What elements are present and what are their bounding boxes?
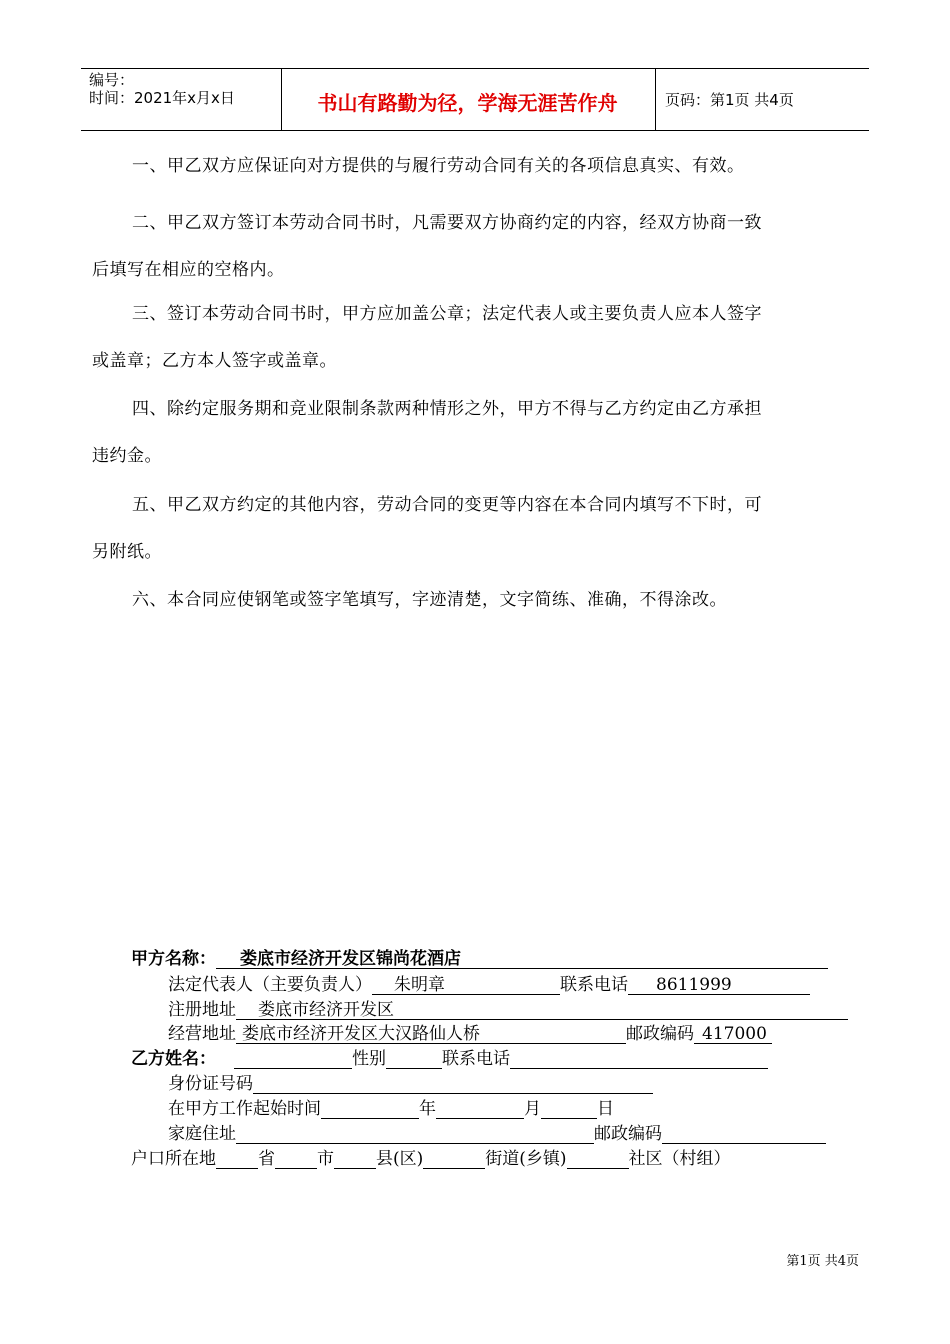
party-a-name-label: 甲方名称： [131, 949, 216, 969]
clause-line: 五、甲乙双方约定的其他内容，劳动合同的变更等内容在本合同内填写不下时，可 [132, 495, 762, 515]
clause-2 [92, 200, 862, 294]
party-b-postcode-label: 邮政编码 [594, 1124, 662, 1144]
clause-line: 另附纸。 [92, 542, 162, 562]
party-b-postcode-field[interactable] [662, 1123, 826, 1144]
party-b-phone-label: 联系电话 [442, 1049, 510, 1069]
start-month-field[interactable] [436, 1098, 524, 1119]
party-a-postcode-label: 邮政编码 [626, 1024, 694, 1044]
city-label: 市 [317, 1149, 334, 1169]
year-label: 年 [419, 1099, 436, 1119]
party-a-reg-addr-label: 注册地址 [168, 1000, 236, 1020]
start-day-field[interactable] [541, 1098, 597, 1119]
party-a-phone-field[interactable]: 8611999 [628, 975, 810, 995]
party-a-rep-field[interactable]: 朱明章 [372, 975, 560, 995]
party-b-name-label: 乙方姓名： [131, 1049, 216, 1069]
party-a-postcode-field[interactable]: 417000 [694, 1024, 772, 1044]
party-a-reg-addr-row [168, 995, 848, 1020]
hukou-city-field[interactable] [275, 1148, 317, 1169]
party-b-gender-field[interactable] [386, 1048, 442, 1069]
clause-line: 四、除约定服务期和竞业限制条款两种情形之外，甲方不得与乙方约定由乙方承担 [132, 399, 762, 419]
hukou-province-field[interactable] [216, 1148, 258, 1169]
header-page-number: 页码：第1页 共4页 [665, 91, 794, 109]
clause-line: 违约金。 [92, 446, 162, 466]
party-a-rep-row [168, 970, 810, 995]
party-b-phone-field[interactable] [510, 1048, 768, 1069]
clause-5 [92, 482, 862, 576]
clause-line: 一、甲乙双方应保证向对方提供的与履行劳动合同有关的各项信息真实、有效。 [132, 156, 745, 176]
time-label: 时间：2021年x月x日 [89, 89, 235, 107]
street-label: 街道(乡镇) [485, 1149, 567, 1169]
community-label: 社区（村组） [628, 1149, 731, 1169]
party-a-phone-label: 联系电话 [560, 975, 628, 995]
header-motto: 书山有路勤为径，学海无涯苦作舟 [317, 91, 618, 115]
party-a-name-field[interactable]: 娄底市经济开发区锦尚花酒店 [216, 949, 828, 969]
page-header [81, 68, 869, 131]
party-b-name-field[interactable] [234, 1048, 352, 1069]
day-label: 日 [597, 1099, 614, 1119]
header-meta [89, 71, 235, 107]
party-a-op-addr-label: 经营地址 [168, 1024, 236, 1044]
clause-4 [92, 386, 862, 480]
party-b-start-row [168, 1094, 614, 1119]
party-b-hukou-label: 户口所在地 [131, 1149, 216, 1169]
party-a-rep-label: 法定代表人（主要负责人） [168, 975, 372, 995]
clause-3 [92, 291, 862, 385]
party-b-id-label: 身份证号码 [168, 1074, 253, 1094]
province-label: 省 [258, 1149, 275, 1169]
party-a-reg-addr-field[interactable]: 娄底市经济开发区 [236, 1000, 848, 1020]
number-label: 编号： [89, 71, 135, 89]
clause-line: 或盖章；乙方本人签字或盖章。 [92, 351, 337, 371]
party-a-op-addr-field[interactable]: 娄底市经济开发区大汉路仙人桥 [236, 1024, 626, 1044]
footer-page-number: 第1页 共4页 [786, 1254, 859, 1269]
clause-line: 六、本合同应使钢笔或签字笔填写，字迹清楚，文字简练、准确，不得涂改。 [132, 590, 727, 610]
party-b-home-field[interactable] [236, 1123, 594, 1144]
party-b-home-label: 家庭住址 [168, 1124, 236, 1144]
party-b-hukou-row [131, 1144, 731, 1169]
clause-1 [92, 143, 862, 190]
party-b-name-row [131, 1044, 768, 1069]
county-label: 县(区) [376, 1149, 424, 1169]
party-b-gender-label: 性别 [352, 1049, 386, 1069]
party-b-home-row [168, 1119, 826, 1144]
party-a-op-addr-row [168, 1019, 772, 1044]
clause-line: 三、签订本劳动合同书时，甲方应加盖公章；法定代表人或主要负责人应本人签字 [132, 304, 762, 324]
hukou-county-field[interactable] [334, 1148, 376, 1169]
clause-6 [92, 577, 862, 624]
header-divider [655, 69, 656, 130]
clause-line: 二、甲乙双方签订本劳动合同书时，凡需要双方协商约定的内容，经双方协商一致 [132, 213, 762, 233]
party-b-start-label: 在甲方工作起始时间 [168, 1099, 321, 1119]
party-b-id-row [168, 1069, 653, 1094]
party-b-id-field[interactable] [253, 1073, 653, 1094]
start-year-field[interactable] [321, 1098, 419, 1119]
hukou-community-field[interactable] [567, 1148, 629, 1169]
party-a-name-row [131, 944, 828, 969]
clause-line: 后填写在相应的空格内。 [92, 260, 285, 280]
hukou-street-field[interactable] [423, 1148, 485, 1169]
month-label: 月 [524, 1099, 541, 1119]
